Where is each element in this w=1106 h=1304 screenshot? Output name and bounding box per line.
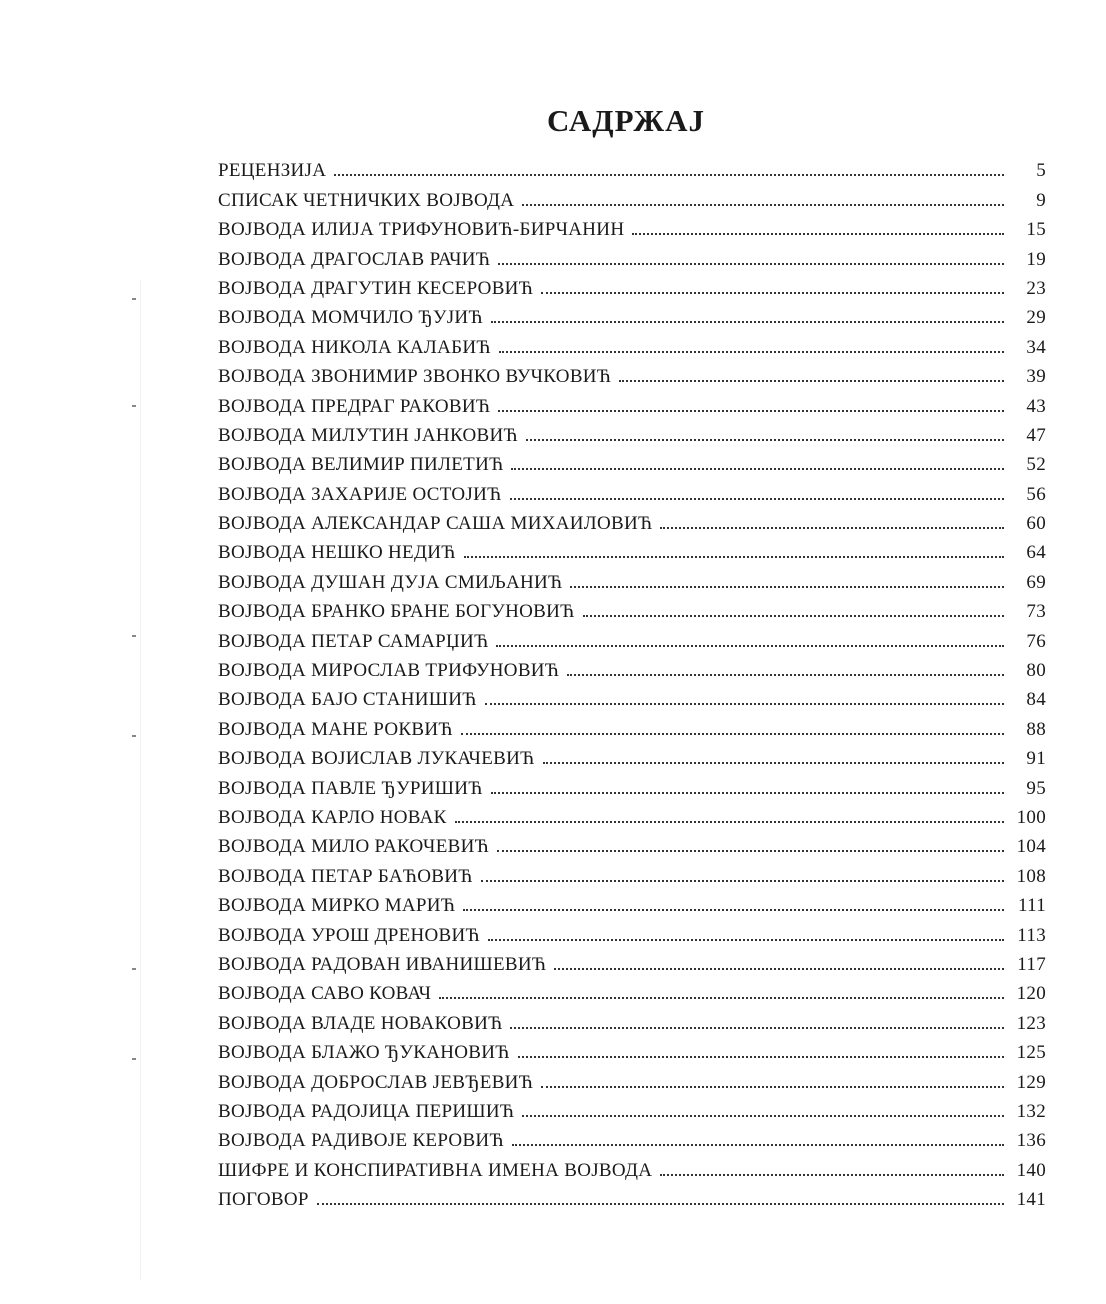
toc-entry — [218, 506, 1046, 535]
toc-entry-title: ВОЈВОДА УРОШ ДРЕНОВИЋ — [218, 924, 480, 946]
toc-entry — [218, 1064, 1046, 1093]
dot-leader — [511, 468, 1004, 470]
toc-entry — [218, 388, 1046, 417]
toc-entry — [218, 329, 1046, 358]
toc-entry-page: 120 — [1016, 983, 1046, 1005]
toc-entry-title: ВОЈВОДА БЛАЖО ЂУКАНОВИЋ — [218, 1042, 510, 1064]
toc-entry — [218, 153, 1046, 182]
dot-leader — [455, 821, 1004, 823]
dot-leader — [481, 880, 1004, 882]
toc-entry — [218, 564, 1046, 593]
toc-entry-title: ШИФРЕ И КОНСПИРАТИВНА ИМЕНА ВОЈВОДА — [218, 1159, 653, 1181]
toc-entry-page: 88 — [1026, 718, 1046, 740]
toc-entry — [218, 418, 1046, 447]
toc-entry-title: ВОЈВОДА НЕШКО НЕДИЋ — [218, 542, 456, 564]
toc-entry-title: ВОЈВОДА МИЛУТИН ЈАНКОВИЋ — [218, 424, 518, 446]
toc-entry-page: 9 — [1036, 189, 1046, 211]
toc-entry — [218, 917, 1046, 946]
toc-entry-title: ВОЈВОДА РАДОЈИЦА ПЕРИШИЋ — [218, 1100, 515, 1122]
toc-entry-page: 23 — [1026, 277, 1046, 299]
dot-leader — [464, 556, 1004, 558]
dot-leader — [567, 674, 1004, 676]
toc-entry-page: 117 — [1017, 953, 1046, 975]
toc-entry-title: РЕЦЕНЗИЈА — [218, 160, 327, 182]
toc-entry — [218, 653, 1046, 682]
toc-entry-page: 34 — [1026, 336, 1046, 358]
toc-entry — [218, 741, 1046, 770]
dot-leader — [510, 1027, 1004, 1029]
dot-leader — [541, 292, 1004, 294]
scan-mark — [132, 635, 136, 637]
toc-entry — [218, 212, 1046, 241]
toc-entry — [218, 800, 1046, 829]
dot-leader — [583, 615, 1004, 617]
toc-entry-title: ВОЈВОДА ДОБРОСЛАВ ЈЕВЂЕВИЋ — [218, 1071, 534, 1093]
dot-leader — [488, 939, 1004, 941]
dot-leader — [491, 321, 1004, 323]
toc-entry — [218, 182, 1046, 211]
toc-entry-title: ВОЈВОДА ЗВОНИМИР ЗВОНКО ВУЧКОВИЋ — [218, 366, 612, 388]
toc-entry-page: 15 — [1026, 219, 1046, 241]
toc-entry — [218, 594, 1046, 623]
table-of-contents — [218, 153, 1046, 1211]
dot-leader — [570, 586, 1004, 588]
toc-entry-page: 132 — [1016, 1100, 1046, 1122]
dot-leader — [512, 1144, 1004, 1146]
toc-entry-title: ВОЈВОДА АЛЕКСАНДАР САША МИХАИЛОВИЋ — [218, 513, 653, 535]
dot-leader — [510, 498, 1005, 500]
toc-entry-title: ВОЈВОДА РАДИВОЈЕ КЕРОВИЋ — [218, 1130, 504, 1152]
scan-mark — [132, 735, 136, 737]
page-title: САДРЖАЈ — [547, 102, 705, 138]
toc-entry-title: ВОЈВОДА НИКОЛА КАЛАБИЋ — [218, 336, 491, 358]
toc-entry — [218, 1005, 1046, 1034]
toc-entry — [218, 476, 1046, 505]
dot-leader — [526, 439, 1004, 441]
toc-entry-page: 129 — [1016, 1071, 1046, 1093]
toc-entry-title: ВОЈВОДА ДРАГОСЛАВ РАЧИЋ — [218, 248, 491, 270]
dot-leader — [496, 645, 1004, 647]
toc-entry-title: ВОЈВОДА МОМЧИЛО ЂУЈИЋ — [218, 307, 483, 329]
scan-mark — [132, 405, 136, 407]
dot-leader — [461, 733, 1004, 735]
toc-entry-title: ВОЈВОДА МИЛО РАКОЧЕВИЋ — [218, 836, 489, 858]
toc-entry-title: ВОЈВОДА ПЕТАР САМАРЏИЋ — [218, 630, 489, 652]
toc-entry — [218, 682, 1046, 711]
toc-entry-title: ВОЈВОДА ДУШАН ДУЈА СМИЉАНИЋ — [218, 571, 563, 593]
scan-margin-line — [140, 280, 141, 1280]
dot-leader — [522, 204, 1004, 206]
toc-entry-page: 136 — [1016, 1130, 1046, 1152]
dot-leader — [498, 410, 1004, 412]
dot-leader — [485, 703, 1004, 705]
toc-entry-page: 69 — [1026, 571, 1046, 593]
toc-entry — [218, 888, 1046, 917]
toc-entry-title: ВОЈВОДА САВО КОВАЧ — [218, 983, 432, 1005]
toc-entry — [218, 359, 1046, 388]
toc-entry-page: 29 — [1026, 307, 1046, 329]
dot-leader — [543, 762, 1005, 764]
dot-leader — [334, 174, 1004, 176]
toc-entry — [218, 711, 1046, 740]
toc-entry-page: 52 — [1026, 454, 1046, 476]
toc-entry-page: 111 — [1018, 895, 1046, 917]
toc-entry-page: 140 — [1016, 1159, 1046, 1181]
toc-entry — [218, 1035, 1046, 1064]
toc-entry-page: 43 — [1026, 395, 1046, 417]
toc-entry — [218, 241, 1046, 270]
toc-entry-title: ВОЈВОДА ПАВЛЕ ЂУРИШИЋ — [218, 777, 483, 799]
dot-leader — [619, 380, 1004, 382]
dot-leader — [518, 1056, 1004, 1058]
toc-entry — [218, 976, 1046, 1005]
toc-entry-title: ВОЈВОДА ВОЈИСЛАВ ЛУКАЧЕВИЋ — [218, 748, 535, 770]
toc-entry-page: 95 — [1026, 777, 1046, 799]
toc-entry-title: СПИСАК ЧЕТНИЧКИХ ВОЈВОДА — [218, 189, 515, 211]
toc-entry-page: 84 — [1026, 689, 1046, 711]
toc-entry — [218, 858, 1046, 887]
toc-entry-page: 39 — [1026, 366, 1046, 388]
toc-entry-title: ВОЈВОДА ИЛИЈА ТРИФУНОВИЋ-БИРЧАНИН — [218, 219, 625, 241]
toc-entry-title: ВОЈВОДА ДРАГУТИН КЕСЕРОВИЋ — [218, 277, 534, 299]
scan-mark — [132, 1058, 136, 1060]
toc-entry-title: ВОЈВОДА ВЛАДЕ НОВАКОВИЋ — [218, 1012, 503, 1034]
toc-entry — [218, 1152, 1046, 1181]
dot-leader — [660, 527, 1004, 529]
toc-entry-page: 125 — [1016, 1042, 1046, 1064]
dot-leader — [541, 1086, 1004, 1088]
toc-entry-page: 104 — [1016, 836, 1046, 858]
toc-entry — [218, 271, 1046, 300]
dot-leader — [497, 850, 1004, 852]
toc-entry — [218, 1123, 1046, 1152]
toc-entry-page: 141 — [1016, 1189, 1046, 1211]
toc-entry-page: 73 — [1026, 601, 1046, 623]
toc-entry-page: 64 — [1026, 542, 1046, 564]
dot-leader — [463, 909, 1004, 911]
toc-entry-page: 80 — [1026, 660, 1046, 682]
dot-leader — [522, 1115, 1004, 1117]
dot-leader — [660, 1174, 1004, 1176]
toc-entry-page: 19 — [1026, 248, 1046, 270]
toc-entry-page: 108 — [1016, 865, 1046, 887]
toc-entry-title: ВОЈВОДА ПРЕДРАГ РАКОВИЋ — [218, 395, 491, 417]
toc-entry-title: ВОЈВОДА МАНЕ РОКВИЋ — [218, 718, 453, 740]
dot-leader — [491, 792, 1004, 794]
toc-entry — [218, 1094, 1046, 1123]
toc-entry-title: ВОЈВОДА РАДОВАН ИВАНИШЕВИЋ — [218, 953, 547, 975]
toc-entry — [218, 447, 1046, 476]
toc-entry-page: 123 — [1016, 1012, 1046, 1034]
toc-entry-title: ВОЈВОДА БРАНКО БРАНЕ БОГУНОВИЋ — [218, 601, 575, 623]
toc-entry — [218, 535, 1046, 564]
scan-mark — [132, 968, 136, 970]
toc-entry-title: ВОЈВОДА ЗАХАРИЈЕ ОСТОЈИЋ — [218, 483, 502, 505]
toc-entry — [218, 623, 1046, 652]
toc-entry — [218, 947, 1046, 976]
toc-entry-page: 100 — [1016, 806, 1046, 828]
toc-entry-page: 113 — [1017, 924, 1046, 946]
dot-leader — [632, 233, 1004, 235]
toc-entry-title: ВОЈВОДА МИРОСЛАВ ТРИФУНОВИЋ — [218, 660, 560, 682]
toc-entry-page: 76 — [1026, 630, 1046, 652]
toc-entry-page: 47 — [1026, 424, 1046, 446]
scan-mark — [132, 298, 136, 300]
dot-leader — [498, 263, 1004, 265]
dot-leader — [317, 1203, 1004, 1205]
toc-entry-title: ПОГОВОР — [218, 1189, 309, 1211]
toc-entry — [218, 829, 1046, 858]
toc-entry — [218, 770, 1046, 799]
dot-leader — [439, 997, 1004, 999]
toc-entry-title: ВОЈВОДА МИРКО МАРИЋ — [218, 895, 456, 917]
dot-leader — [499, 351, 1004, 353]
toc-entry-page: 60 — [1026, 513, 1046, 535]
toc-entry-title: ВОЈВОДА ВЕЛИМИР ПИЛЕТИЋ — [218, 454, 504, 476]
toc-entry — [218, 1182, 1046, 1211]
dot-leader — [554, 968, 1004, 970]
toc-entry — [218, 300, 1046, 329]
toc-entry-page: 56 — [1026, 483, 1046, 505]
toc-entry-page: 5 — [1036, 160, 1046, 182]
toc-entry-title: ВОЈВОДА ПЕТАР БАЋОВИЋ — [218, 865, 473, 887]
toc-entry-title: ВОЈВОДА КАРЛО НОВАК — [218, 806, 447, 828]
toc-entry-page: 91 — [1026, 748, 1046, 770]
toc-entry-title: ВОЈВОДА БАЈО СТАНИШИЋ — [218, 689, 477, 711]
